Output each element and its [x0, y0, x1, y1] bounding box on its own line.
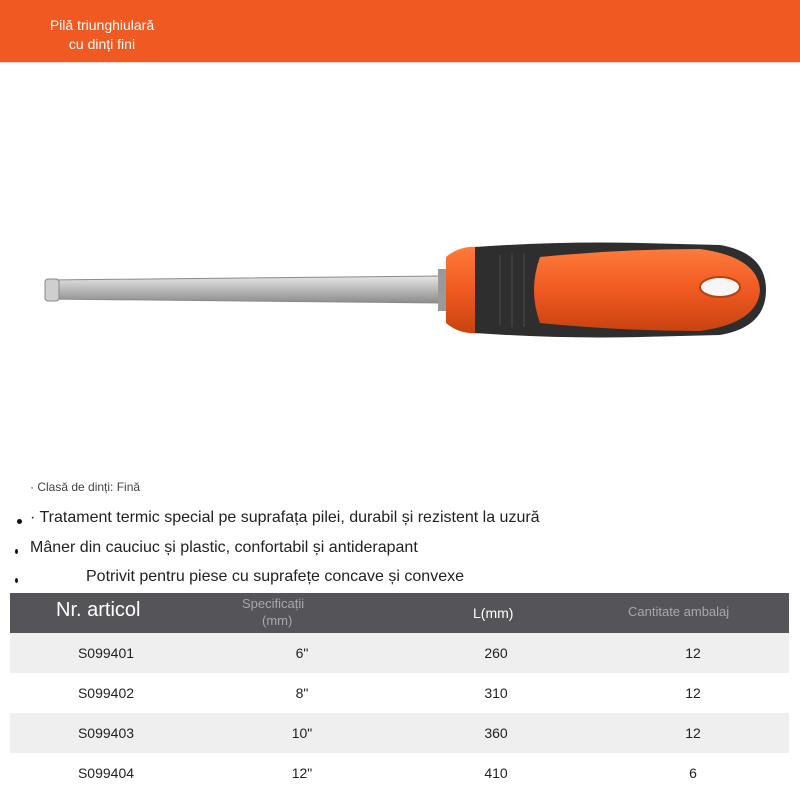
- table-row: [10, 753, 789, 793]
- cell-item: S099402: [77, 685, 135, 701]
- cell-spec: 6": [295, 645, 309, 661]
- header-item: Nr. articol: [56, 599, 141, 621]
- bullet-1: [17, 519, 22, 524]
- cell-spec: 12": [291, 765, 313, 781]
- cell-qty: 12: [685, 685, 701, 701]
- header-divider: [0, 62, 800, 63]
- cell-qty: 12: [685, 725, 701, 741]
- title-line-1: Pilă triunghiulară: [49, 17, 155, 33]
- title-line-2: cu dinți fini: [68, 36, 136, 52]
- cell-qty: 6: [689, 765, 697, 781]
- header-qty: Cantitate ambalaj: [628, 604, 730, 619]
- header-spec-line1: Specificații: [242, 596, 305, 611]
- cell-spec: 8": [295, 685, 309, 701]
- cell-item: S099401: [77, 645, 135, 661]
- table-row: [10, 713, 789, 753]
- cell-qty: 12: [685, 645, 701, 661]
- feature-usage: Potrivit pentru piese cu suprafețe concave și convexe: [86, 568, 464, 585]
- cell-spec: 10": [291, 725, 313, 741]
- bullet-2: [15, 549, 18, 554]
- table-row: [10, 633, 789, 673]
- triangular-file-tool-icon: [40, 235, 770, 345]
- tooth-class-note: · Clasă de dinți: Fină: [30, 480, 141, 494]
- header-spec: [242, 595, 304, 629]
- header-length: L(mm): [473, 605, 514, 621]
- table-row: [10, 673, 789, 713]
- cell-item: S099403: [77, 725, 135, 741]
- cell-length: 410: [484, 765, 508, 781]
- header-banner: [0, 0, 800, 62]
- header-spec-line2: (mm): [262, 613, 293, 628]
- page-title: [22, 16, 182, 54]
- feature-handle: Mâner din cauciuc și plastic, confortabil și antiderapant: [30, 539, 418, 556]
- feature-heat-treatment: · Tratament termic special pe suprafața pilei, durabil și rezistent la uzură: [30, 509, 540, 526]
- table-header: [10, 593, 789, 633]
- product-table: [10, 593, 789, 793]
- cell-item: S099404: [77, 765, 135, 781]
- cell-length: 260: [484, 645, 508, 661]
- bullet-3: [15, 578, 18, 583]
- cell-length: 360: [484, 725, 508, 741]
- cell-length: 310: [484, 685, 508, 701]
